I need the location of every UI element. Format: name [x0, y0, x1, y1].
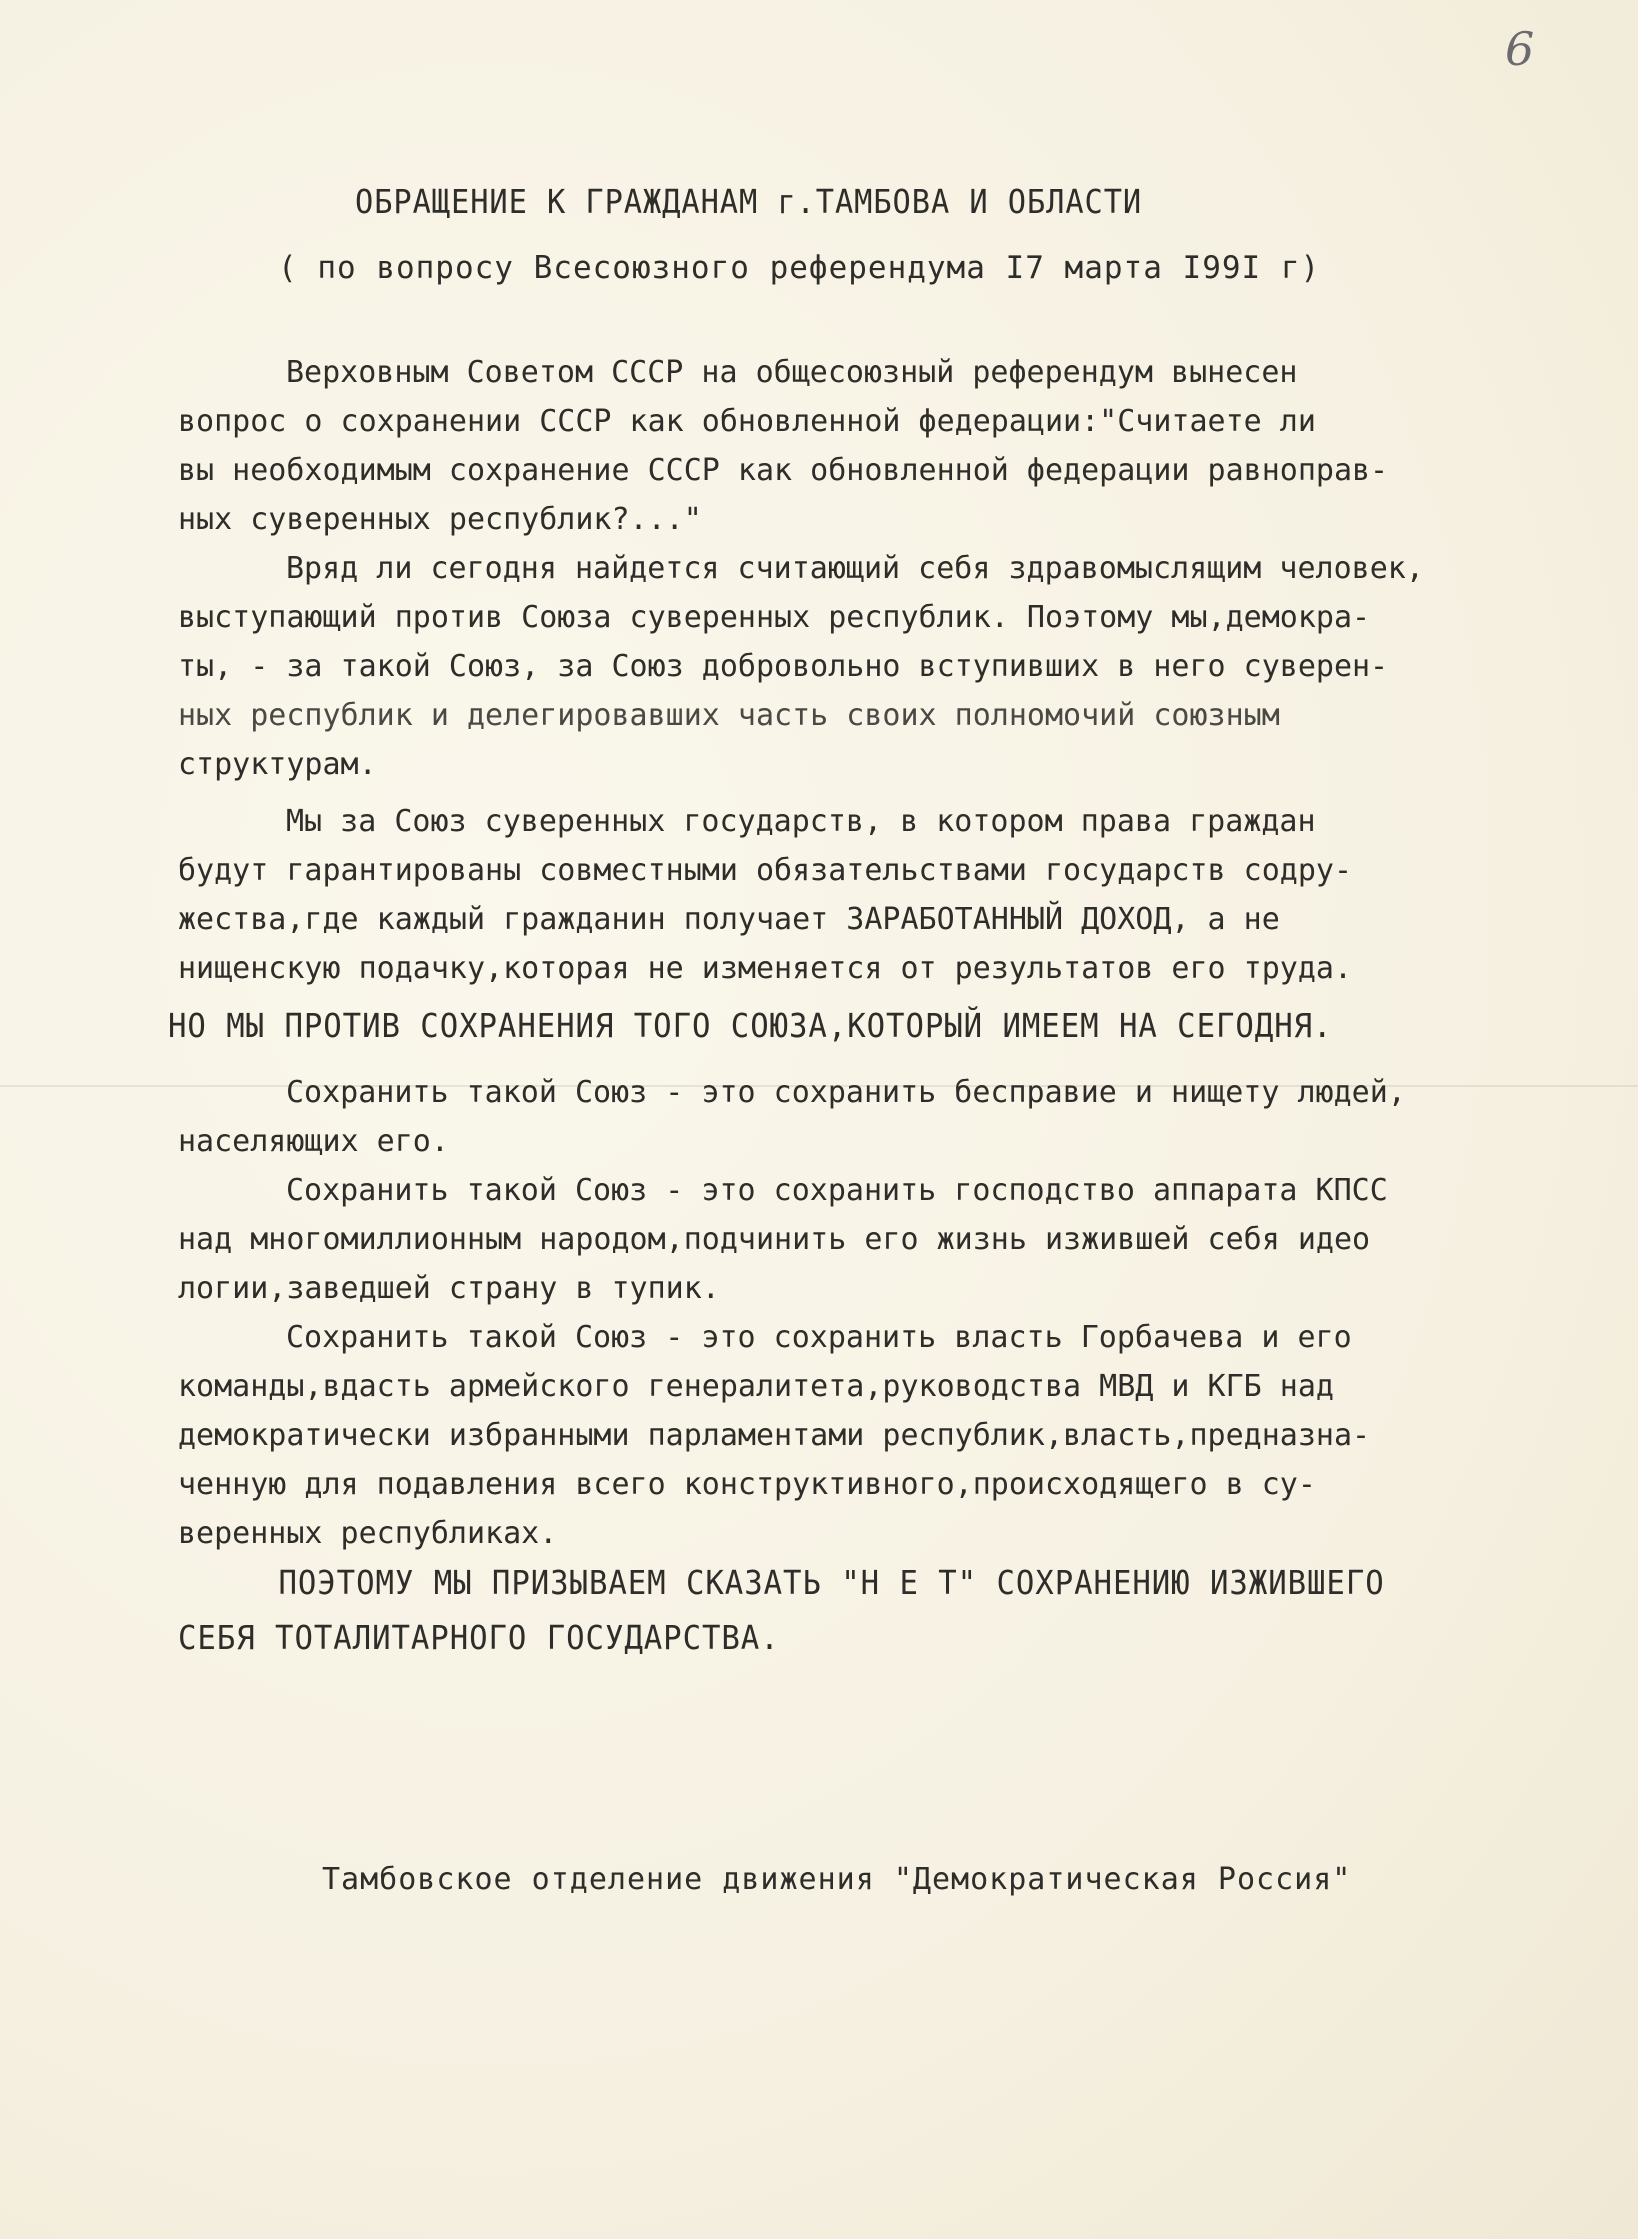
body-line: ных суверенных республик?..." — [178, 502, 702, 537]
body-line: будут гарантированы совместными обязательствами государств содру- — [178, 853, 1352, 888]
body-line: Верховным Советом СССР на общесоюзный референдум вынесен — [286, 355, 1298, 390]
body-line: вопрос о сохранении СССР как обновленной федерации:"Считаете ли — [178, 404, 1316, 439]
body-line: логии,заведшей страну в тупик. — [178, 1271, 720, 1306]
signature-line: Тамбовское отделение движения "Демократическая Россия" — [322, 1862, 1352, 1897]
body-line: Мы за Союз суверенных государств, в котором права граждан — [286, 804, 1316, 839]
body-line: выступающий против Союза суверенных республик. Поэтому мы,демокра- — [178, 600, 1371, 635]
body-line: веренных республиках. — [178, 1516, 558, 1551]
body-line: вы необходимым сохранение СССР как обновленной федерации равноправ- — [178, 453, 1389, 488]
body-caps-line: ПОЭТОМУ МЫ ПРИЗЫВАЕМ СКАЗАТЬ "Н Е Т" СОХРАНЕНИЮ ИЗЖИВШЕГО — [278, 1563, 1385, 1602]
document-title: ОБРАЩЕНИЕ К ГРАЖДАНАМ г.ТАМБОВА И ОБЛАСТИ — [355, 182, 1143, 221]
body-line: ных республик и делегировавших часть своих полномочий союзным — [178, 698, 1280, 733]
page-number: 6 — [1505, 22, 1535, 76]
body-line: ченную для подавления всего конструктивного,происходящего в су- — [178, 1467, 1316, 1502]
body-caps-line: СЕБЯ ТОТАЛИТАРНОГО ГОСУДАРСТВА. — [178, 1618, 780, 1657]
body-line: жества,где каждый гражданин получает ЗАРАБОТАННЫЙ ДОХОД, а не — [178, 902, 1280, 937]
body-line: Вряд ли сегодня найдется считающий себя здравомыслящим человек, — [286, 551, 1424, 586]
body-line: Сохранить такой Союз - это сохранить господство аппарата КПСС — [286, 1173, 1388, 1208]
body-line: ты, - за такой Союз, за Союз добровольно вступивших в него суверен- — [178, 649, 1389, 684]
body-line: структурам. — [178, 747, 377, 782]
body-line: демократически избранными парламентами республик,власть,предназна- — [178, 1418, 1371, 1453]
body-line: Сохранить такой Союз - это сохранить бесправие и нищету людей, — [286, 1075, 1406, 1110]
body-line: команды,вдасть армейского генералитета,руководства МВД и КГБ над — [178, 1369, 1334, 1404]
body-caps-line: НО МЫ ПРОТИВ СОХРАНЕНИЯ ТОГО СОЮЗА,КОТОРЫЙ ИМЕЕМ НА СЕГОДНЯ. — [168, 1006, 1333, 1045]
document-body — [168, 348, 1578, 1662]
body-line: над многомиллионным народом,подчинить его жизнь изжившей себя идео — [178, 1222, 1371, 1257]
body-line: Сохранить такой Союз - это сохранить власть Горбачева и его — [286, 1320, 1352, 1355]
document-subtitle: ( по вопросу Всесоюзного референдума I7 марта I99I г) — [278, 250, 1321, 286]
body-line: нищенскую подачку,которая не изменяется от результатов его труда. — [178, 951, 1352, 986]
body-line: населяющих его. — [178, 1124, 449, 1159]
